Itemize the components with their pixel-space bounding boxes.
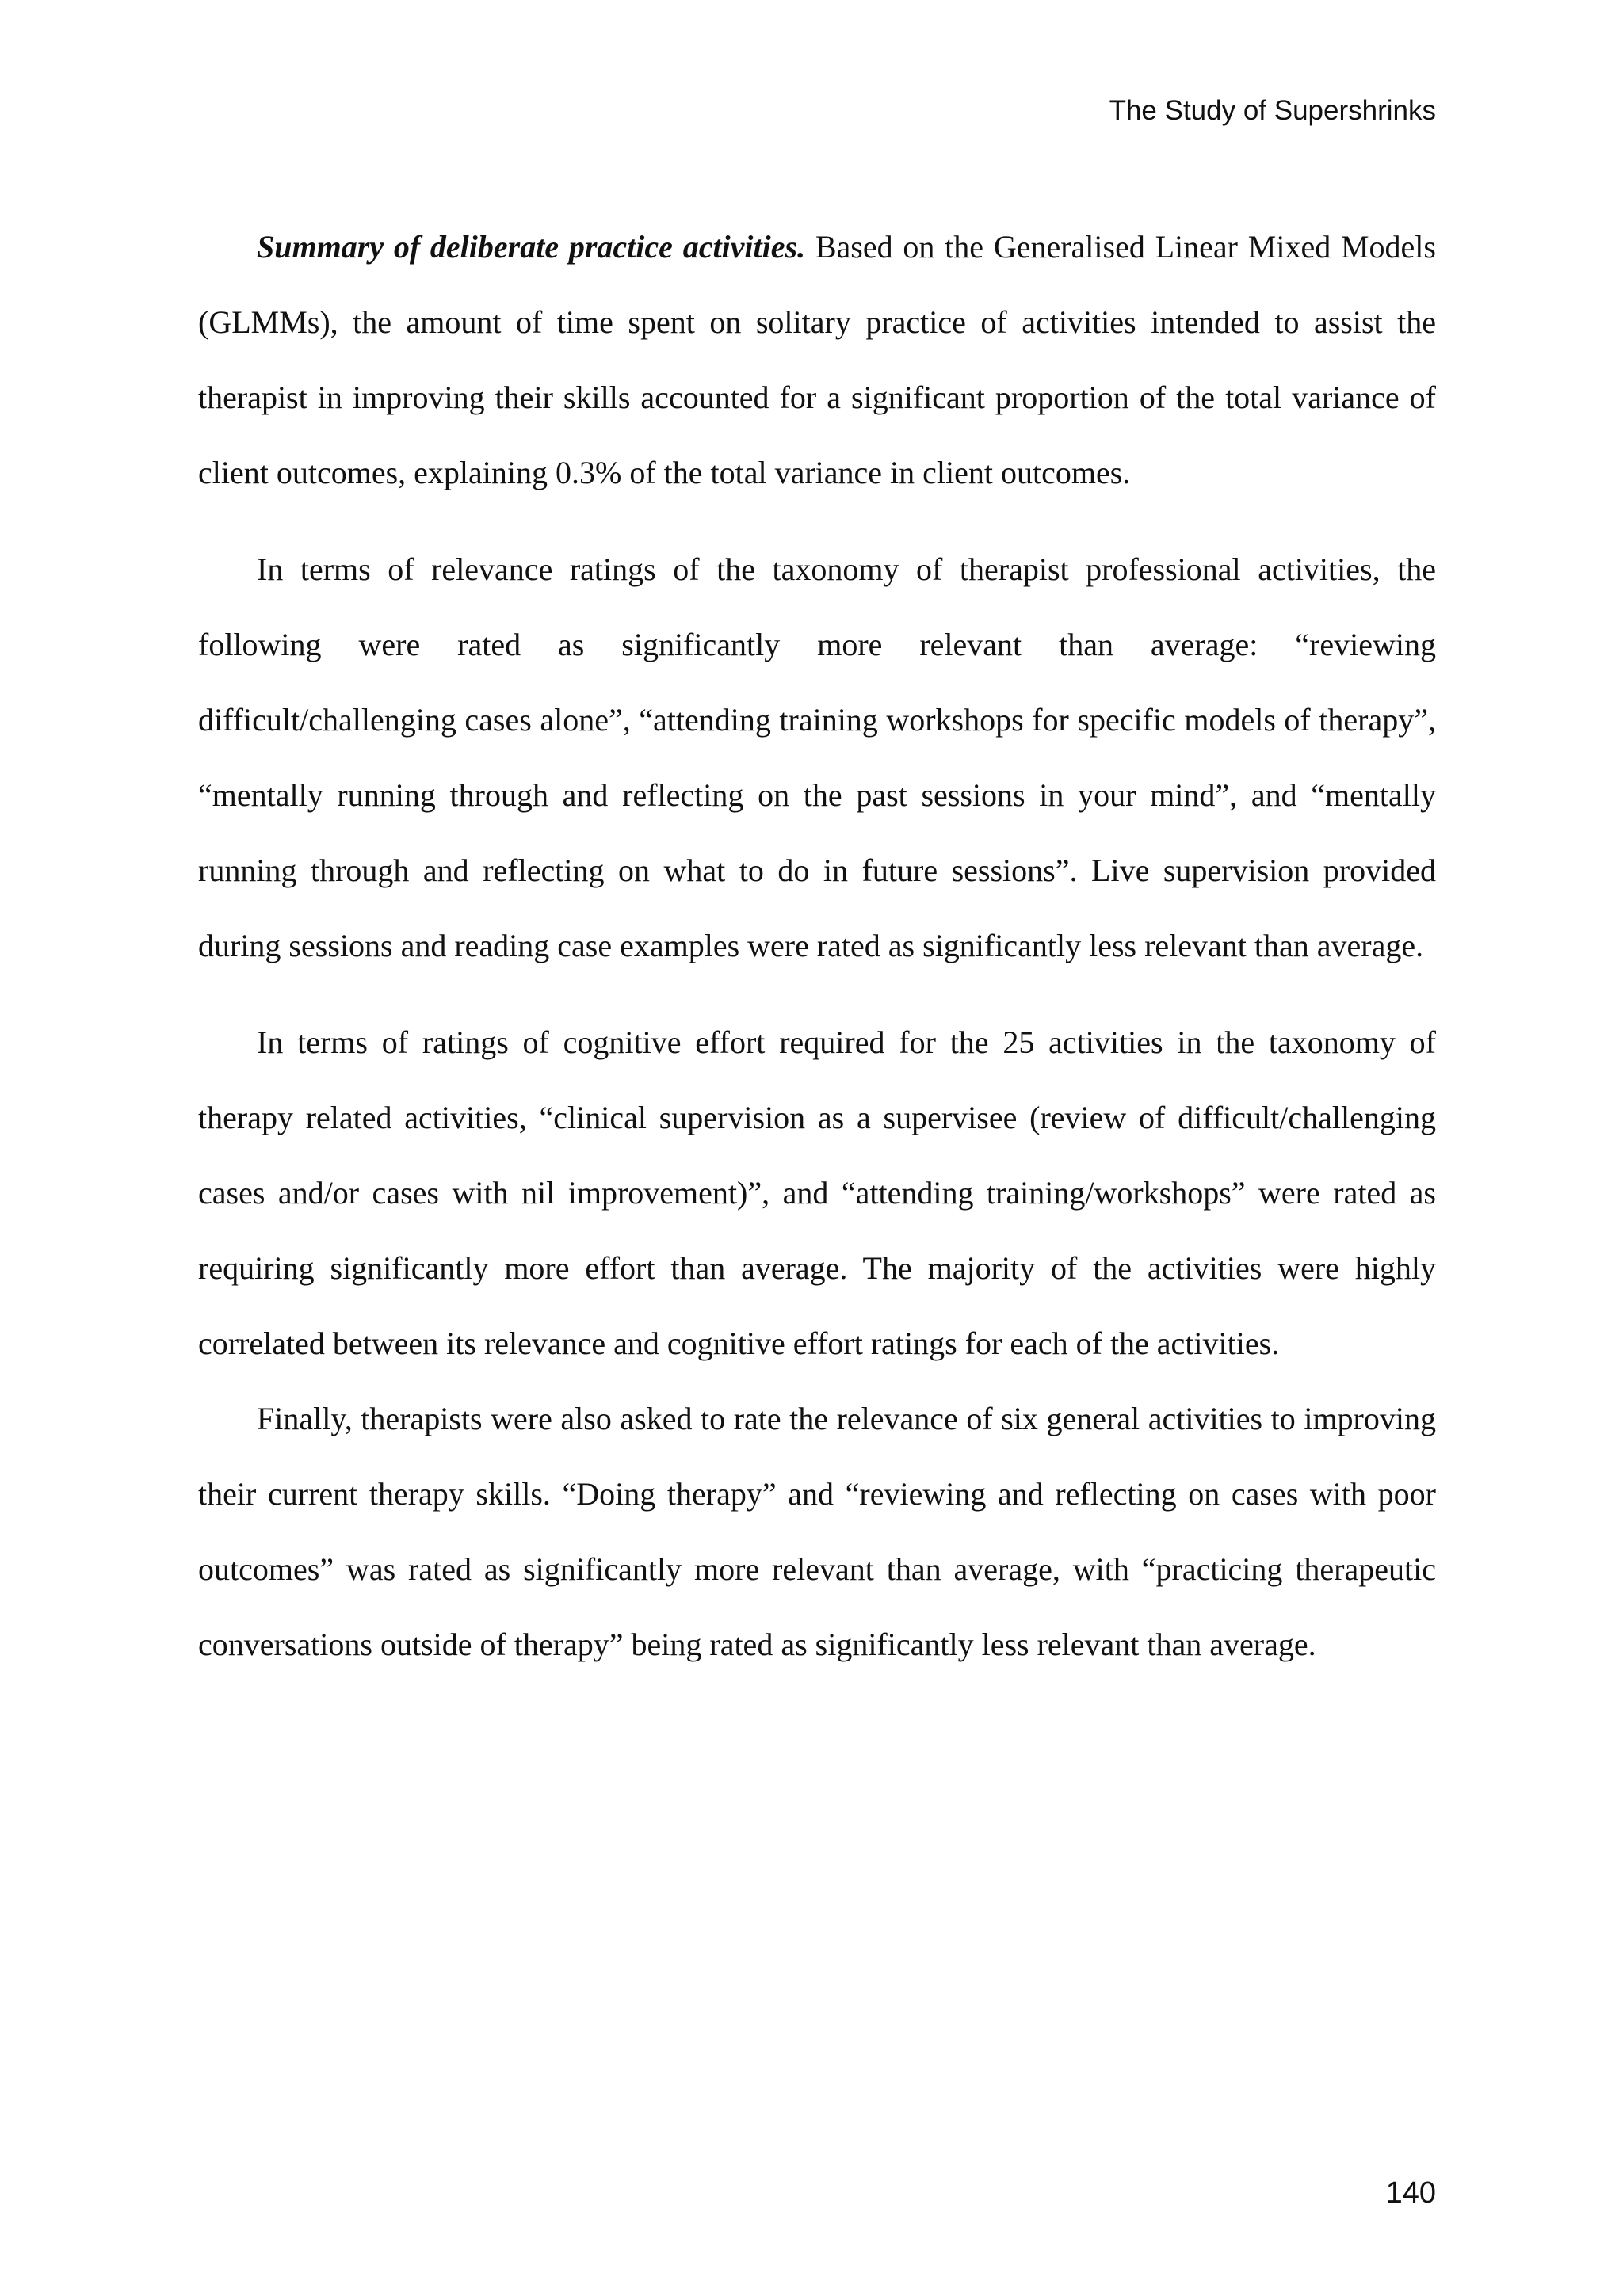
paragraph-text: In terms of relevance ratings of the taxonomy of therapist professional activities, the following were rated as significantly more relevant than average: “reviewing difficult/challenging cases alone”, “attending training workshops for specific models of therapy”, “mentally running through and reflecting on the past sessions in your mind”, and “mentally running through and reflecting on what to do in future sessions”. Live supervision provided during sessions and reading case examples were rated as significantly less relevant than average. xyxy=(198,551,1436,963)
paragraph-relevance-ratings xyxy=(198,532,1436,983)
paragraph-heading: Summary of deliberate practice activities. xyxy=(257,229,806,265)
paragraph-cognitive-effort xyxy=(198,1005,1436,1381)
paragraph-general-activities xyxy=(198,1381,1436,1682)
paragraph-text: Based on the Generalised Linear Mixed Models (GLMMs), the amount of time spent on solitary practice of activities intended to assist the therapist in improving their skills accounted for a significant proportion of the total variance of client outcomes, explaining 0.3% of the total variance in client outcomes. xyxy=(198,229,1436,490)
body-text xyxy=(198,209,1436,1682)
paragraph-text: Finally, therapists were also asked to rate the relevance of six general activities to improving their current therapy skills. “Doing therapy” and “reviewing and reflecting on cases with poor outcomes” was rated as significantly more relevant than average, with “practicing therapeutic conversations outside of therapy” being rated as significantly less relevant than average. xyxy=(198,1401,1436,1662)
running-head: The Study of Supershrinks xyxy=(1109,95,1436,126)
page-number: 140 xyxy=(1385,2176,1436,2210)
paragraph-text: In terms of ratings of cognitive effort required for the 25 activities in the taxonomy of therapy related activities, “clinical supervision as a supervisee (review of difficult/challenging cases and/or cases with nil improvement)”, and “attending training/workshops” were rated as requiring significantly more effort than average. The majority of the activities were highly correlated between its relevance and cognitive effort ratings for each of the activities. xyxy=(198,1024,1436,1361)
paragraph-summary xyxy=(198,209,1436,510)
